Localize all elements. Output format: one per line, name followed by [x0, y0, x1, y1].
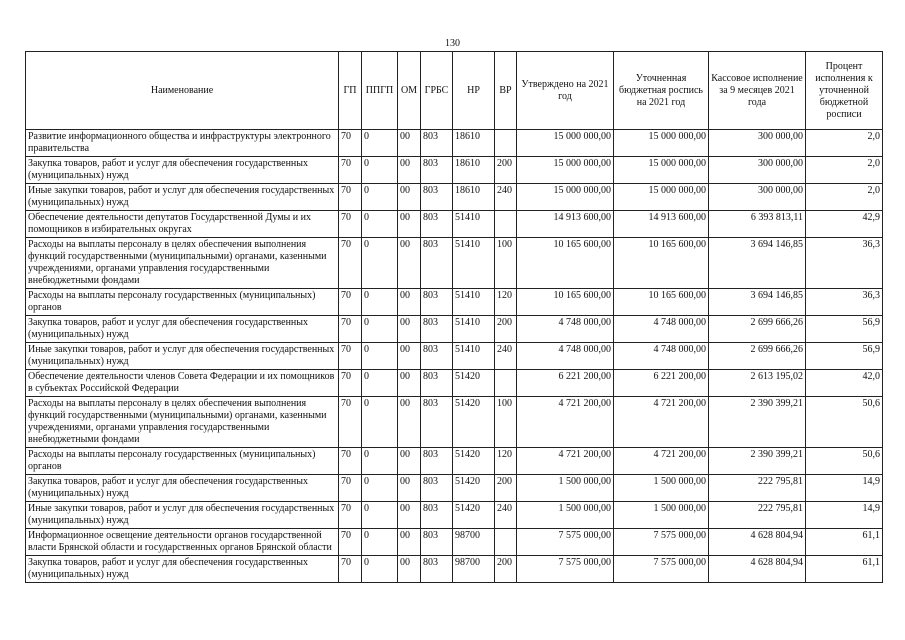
row-om: 00: [398, 130, 421, 157]
row-gp: 70: [339, 556, 362, 583]
row-cash: 4 628 804,94: [709, 529, 806, 556]
row-approved: 4 721 200,00: [517, 397, 614, 448]
row-grbs: 803: [421, 556, 453, 583]
page-number: 130: [445, 38, 460, 49]
row-percent: 14,9: [806, 502, 883, 529]
table-row: [26, 397, 883, 448]
row-name: Развитие информационного общества и инфраструктуры электронного правительства: [26, 130, 339, 157]
row-refined: 4 748 000,00: [614, 316, 709, 343]
row-refined: 4 748 000,00: [614, 343, 709, 370]
row-ppgp: 0: [362, 475, 398, 502]
row-gp: 70: [339, 289, 362, 316]
row-name: Обеспечение деятельности депутатов Государственной Думы и их помощников в избирательных округах: [26, 211, 339, 238]
row-ppgp: 0: [362, 238, 398, 289]
row-approved: 1 500 000,00: [517, 475, 614, 502]
row-gp: 70: [339, 397, 362, 448]
row-cash: 6 393 813,11: [709, 211, 806, 238]
row-approved: 15 000 000,00: [517, 130, 614, 157]
table-row: [26, 289, 883, 316]
row-grbs: 803: [421, 475, 453, 502]
row-approved: 10 165 600,00: [517, 238, 614, 289]
row-approved: 15 000 000,00: [517, 184, 614, 211]
row-ppgp: 0: [362, 130, 398, 157]
row-om: 00: [398, 157, 421, 184]
row-gp: 70: [339, 502, 362, 529]
row-np: 51410: [453, 238, 495, 289]
row-vr: [495, 370, 517, 397]
row-refined: 7 575 000,00: [614, 529, 709, 556]
row-grbs: 803: [421, 370, 453, 397]
row-name: Иные закупки товаров, работ и услуг для обеспечения государственных (муниципальных) нужд: [26, 184, 339, 211]
row-om: 00: [398, 289, 421, 316]
row-cash: 2 390 399,21: [709, 397, 806, 448]
header-refined: Уточненная бюджетная роспись на 2021 год: [614, 52, 709, 130]
row-vr: 120: [495, 448, 517, 475]
row-approved: 7 575 000,00: [517, 529, 614, 556]
header-om: ОМ: [398, 52, 421, 130]
row-ppgp: 0: [362, 370, 398, 397]
row-gp: 70: [339, 130, 362, 157]
row-approved: 15 000 000,00: [517, 157, 614, 184]
row-ppgp: 0: [362, 502, 398, 529]
row-name: Расходы на выплаты персоналу в целях обеспечения выполнения функций государственными (муниципальными) органами, казенными учреждениями, органами управления государственными внебюджетными фондами: [26, 238, 339, 289]
header-cash: Кассовое исполнение за 9 месяцев 2021 года: [709, 52, 806, 130]
row-percent: 36,3: [806, 238, 883, 289]
row-grbs: 803: [421, 289, 453, 316]
row-grbs: 803: [421, 238, 453, 289]
row-grbs: 803: [421, 130, 453, 157]
row-vr: 240: [495, 343, 517, 370]
row-name: Обеспечение деятельности членов Совета Федерации и их помощников в субъектах Российской Федерации: [26, 370, 339, 397]
table-row: [26, 130, 883, 157]
row-ppgp: 0: [362, 157, 398, 184]
row-refined: 10 165 600,00: [614, 238, 709, 289]
row-ppgp: 0: [362, 556, 398, 583]
row-om: 00: [398, 556, 421, 583]
row-om: 00: [398, 529, 421, 556]
row-cash: 4 628 804,94: [709, 556, 806, 583]
row-percent: 36,3: [806, 289, 883, 316]
row-name: Расходы на выплаты персоналу государственных (муниципальных) органов: [26, 289, 339, 316]
table-header-row: [26, 52, 883, 130]
table-row: [26, 556, 883, 583]
row-gp: 70: [339, 157, 362, 184]
table-row: [26, 475, 883, 502]
row-name: Закупка товаров, работ и услуг для обеспечения государственных (муниципальных) нужд: [26, 316, 339, 343]
row-cash: 222 795,81: [709, 502, 806, 529]
row-cash: 3 694 146,85: [709, 289, 806, 316]
row-percent: 2,0: [806, 184, 883, 211]
row-refined: 1 500 000,00: [614, 502, 709, 529]
row-vr: [495, 211, 517, 238]
row-om: 00: [398, 238, 421, 289]
row-om: 00: [398, 397, 421, 448]
row-refined: 15 000 000,00: [614, 157, 709, 184]
row-percent: 56,9: [806, 343, 883, 370]
table-row: [26, 238, 883, 289]
row-om: 00: [398, 502, 421, 529]
table-row: [26, 370, 883, 397]
row-percent: 42,9: [806, 211, 883, 238]
row-ppgp: 0: [362, 529, 398, 556]
row-gp: 70: [339, 211, 362, 238]
row-vr: 100: [495, 397, 517, 448]
row-om: 00: [398, 316, 421, 343]
row-ppgp: 0: [362, 397, 398, 448]
row-gp: 70: [339, 343, 362, 370]
row-cash: 2 390 399,21: [709, 448, 806, 475]
row-approved: 7 575 000,00: [517, 556, 614, 583]
row-om: 00: [398, 475, 421, 502]
row-np: 51410: [453, 343, 495, 370]
row-cash: 3 694 146,85: [709, 238, 806, 289]
row-refined: 7 575 000,00: [614, 556, 709, 583]
header-name: Наименование: [26, 52, 339, 130]
row-om: 00: [398, 448, 421, 475]
row-ppgp: 0: [362, 316, 398, 343]
table-row: [26, 343, 883, 370]
header-approved: Утверждено на 2021 год: [517, 52, 614, 130]
row-refined: 10 165 600,00: [614, 289, 709, 316]
row-refined: 14 913 600,00: [614, 211, 709, 238]
row-cash: 300 000,00: [709, 130, 806, 157]
row-cash: 2 699 666,26: [709, 316, 806, 343]
row-ppgp: 0: [362, 184, 398, 211]
row-om: 00: [398, 211, 421, 238]
row-grbs: 803: [421, 448, 453, 475]
row-grbs: 803: [421, 211, 453, 238]
row-ppgp: 0: [362, 343, 398, 370]
row-vr: [495, 529, 517, 556]
row-vr: 240: [495, 184, 517, 211]
row-name: Расходы на выплаты персоналу в целях обеспечения выполнения функций государственными (муниципальными) органами, казенными учреждениями, органами управления государственными внебюджетными фондами: [26, 397, 339, 448]
table-row: [26, 502, 883, 529]
row-np: 18610: [453, 157, 495, 184]
row-cash: 2 613 195,02: [709, 370, 806, 397]
row-percent: 61,1: [806, 556, 883, 583]
row-percent: 14,9: [806, 475, 883, 502]
row-grbs: 803: [421, 184, 453, 211]
header-vr: ВР: [495, 52, 517, 130]
row-np: 98700: [453, 556, 495, 583]
row-approved: 14 913 600,00: [517, 211, 614, 238]
row-percent: 61,1: [806, 529, 883, 556]
row-gp: 70: [339, 370, 362, 397]
row-vr: 200: [495, 316, 517, 343]
row-approved: 4 721 200,00: [517, 448, 614, 475]
row-vr: [495, 130, 517, 157]
header-grbs: ГРБС: [421, 52, 453, 130]
row-refined: 6 221 200,00: [614, 370, 709, 397]
row-grbs: 803: [421, 529, 453, 556]
table-row: [26, 316, 883, 343]
header-gp: ГП: [339, 52, 362, 130]
row-name: Расходы на выплаты персоналу государственных (муниципальных) органов: [26, 448, 339, 475]
row-cash: 222 795,81: [709, 475, 806, 502]
row-om: 00: [398, 343, 421, 370]
row-np: 51420: [453, 502, 495, 529]
row-grbs: 803: [421, 316, 453, 343]
row-np: 51420: [453, 448, 495, 475]
header-percent: Процент исполнения к уточненной бюджетной росписи: [806, 52, 883, 130]
row-vr: 100: [495, 238, 517, 289]
row-np: 51420: [453, 397, 495, 448]
row-gp: 70: [339, 316, 362, 343]
table-row: [26, 157, 883, 184]
table-row: [26, 211, 883, 238]
row-vr: 200: [495, 475, 517, 502]
row-gp: 70: [339, 475, 362, 502]
row-vr: 240: [495, 502, 517, 529]
row-percent: 2,0: [806, 130, 883, 157]
row-np: 18610: [453, 130, 495, 157]
table-row: [26, 448, 883, 475]
row-cash: 300 000,00: [709, 157, 806, 184]
row-np: 51410: [453, 289, 495, 316]
row-percent: 50,6: [806, 448, 883, 475]
row-vr: 200: [495, 157, 517, 184]
row-refined: 4 721 200,00: [614, 448, 709, 475]
row-percent: 50,6: [806, 397, 883, 448]
row-np: 98700: [453, 529, 495, 556]
row-grbs: 803: [421, 343, 453, 370]
row-gp: 70: [339, 448, 362, 475]
row-approved: 4 748 000,00: [517, 343, 614, 370]
row-gp: 70: [339, 238, 362, 289]
row-cash: 2 699 666,26: [709, 343, 806, 370]
row-name: Закупка товаров, работ и услуг для обеспечения государственных (муниципальных) нужд: [26, 157, 339, 184]
row-ppgp: 0: [362, 211, 398, 238]
row-refined: 15 000 000,00: [614, 184, 709, 211]
row-name: Закупка товаров, работ и услуг для обеспечения государственных (муниципальных) нужд: [26, 475, 339, 502]
row-name: Закупка товаров, работ и услуг для обеспечения государственных (муниципальных) нужд: [26, 556, 339, 583]
row-approved: 10 165 600,00: [517, 289, 614, 316]
row-name: Иные закупки товаров, работ и услуг для обеспечения государственных (муниципальных) нужд: [26, 343, 339, 370]
row-np: 51410: [453, 316, 495, 343]
row-ppgp: 0: [362, 448, 398, 475]
row-np: 18610: [453, 184, 495, 211]
row-ppgp: 0: [362, 289, 398, 316]
row-gp: 70: [339, 184, 362, 211]
row-vr: 120: [495, 289, 517, 316]
row-vr: 200: [495, 556, 517, 583]
row-percent: 42,0: [806, 370, 883, 397]
row-om: 00: [398, 370, 421, 397]
row-refined: 1 500 000,00: [614, 475, 709, 502]
row-approved: 6 221 200,00: [517, 370, 614, 397]
row-np: 51420: [453, 475, 495, 502]
row-approved: 4 748 000,00: [517, 316, 614, 343]
header-ppgp: ППГП: [362, 52, 398, 130]
row-np: 51420: [453, 370, 495, 397]
table-row: [26, 529, 883, 556]
row-name: Иные закупки товаров, работ и услуг для обеспечения государственных (муниципальных) нужд: [26, 502, 339, 529]
row-refined: 4 721 200,00: [614, 397, 709, 448]
row-name: Информационное освещение деятельности органов государственной власти Брянской области и государственных органов Брянской области: [26, 529, 339, 556]
row-grbs: 803: [421, 502, 453, 529]
row-refined: 15 000 000,00: [614, 130, 709, 157]
row-np: 51410: [453, 211, 495, 238]
row-grbs: 803: [421, 157, 453, 184]
row-approved: 1 500 000,00: [517, 502, 614, 529]
row-percent: 2,0: [806, 157, 883, 184]
row-grbs: 803: [421, 397, 453, 448]
row-percent: 56,9: [806, 316, 883, 343]
row-cash: 300 000,00: [709, 184, 806, 211]
row-gp: 70: [339, 529, 362, 556]
row-om: 00: [398, 184, 421, 211]
header-np: НР: [453, 52, 495, 130]
budget-table: [25, 51, 883, 583]
table-row: [26, 184, 883, 211]
